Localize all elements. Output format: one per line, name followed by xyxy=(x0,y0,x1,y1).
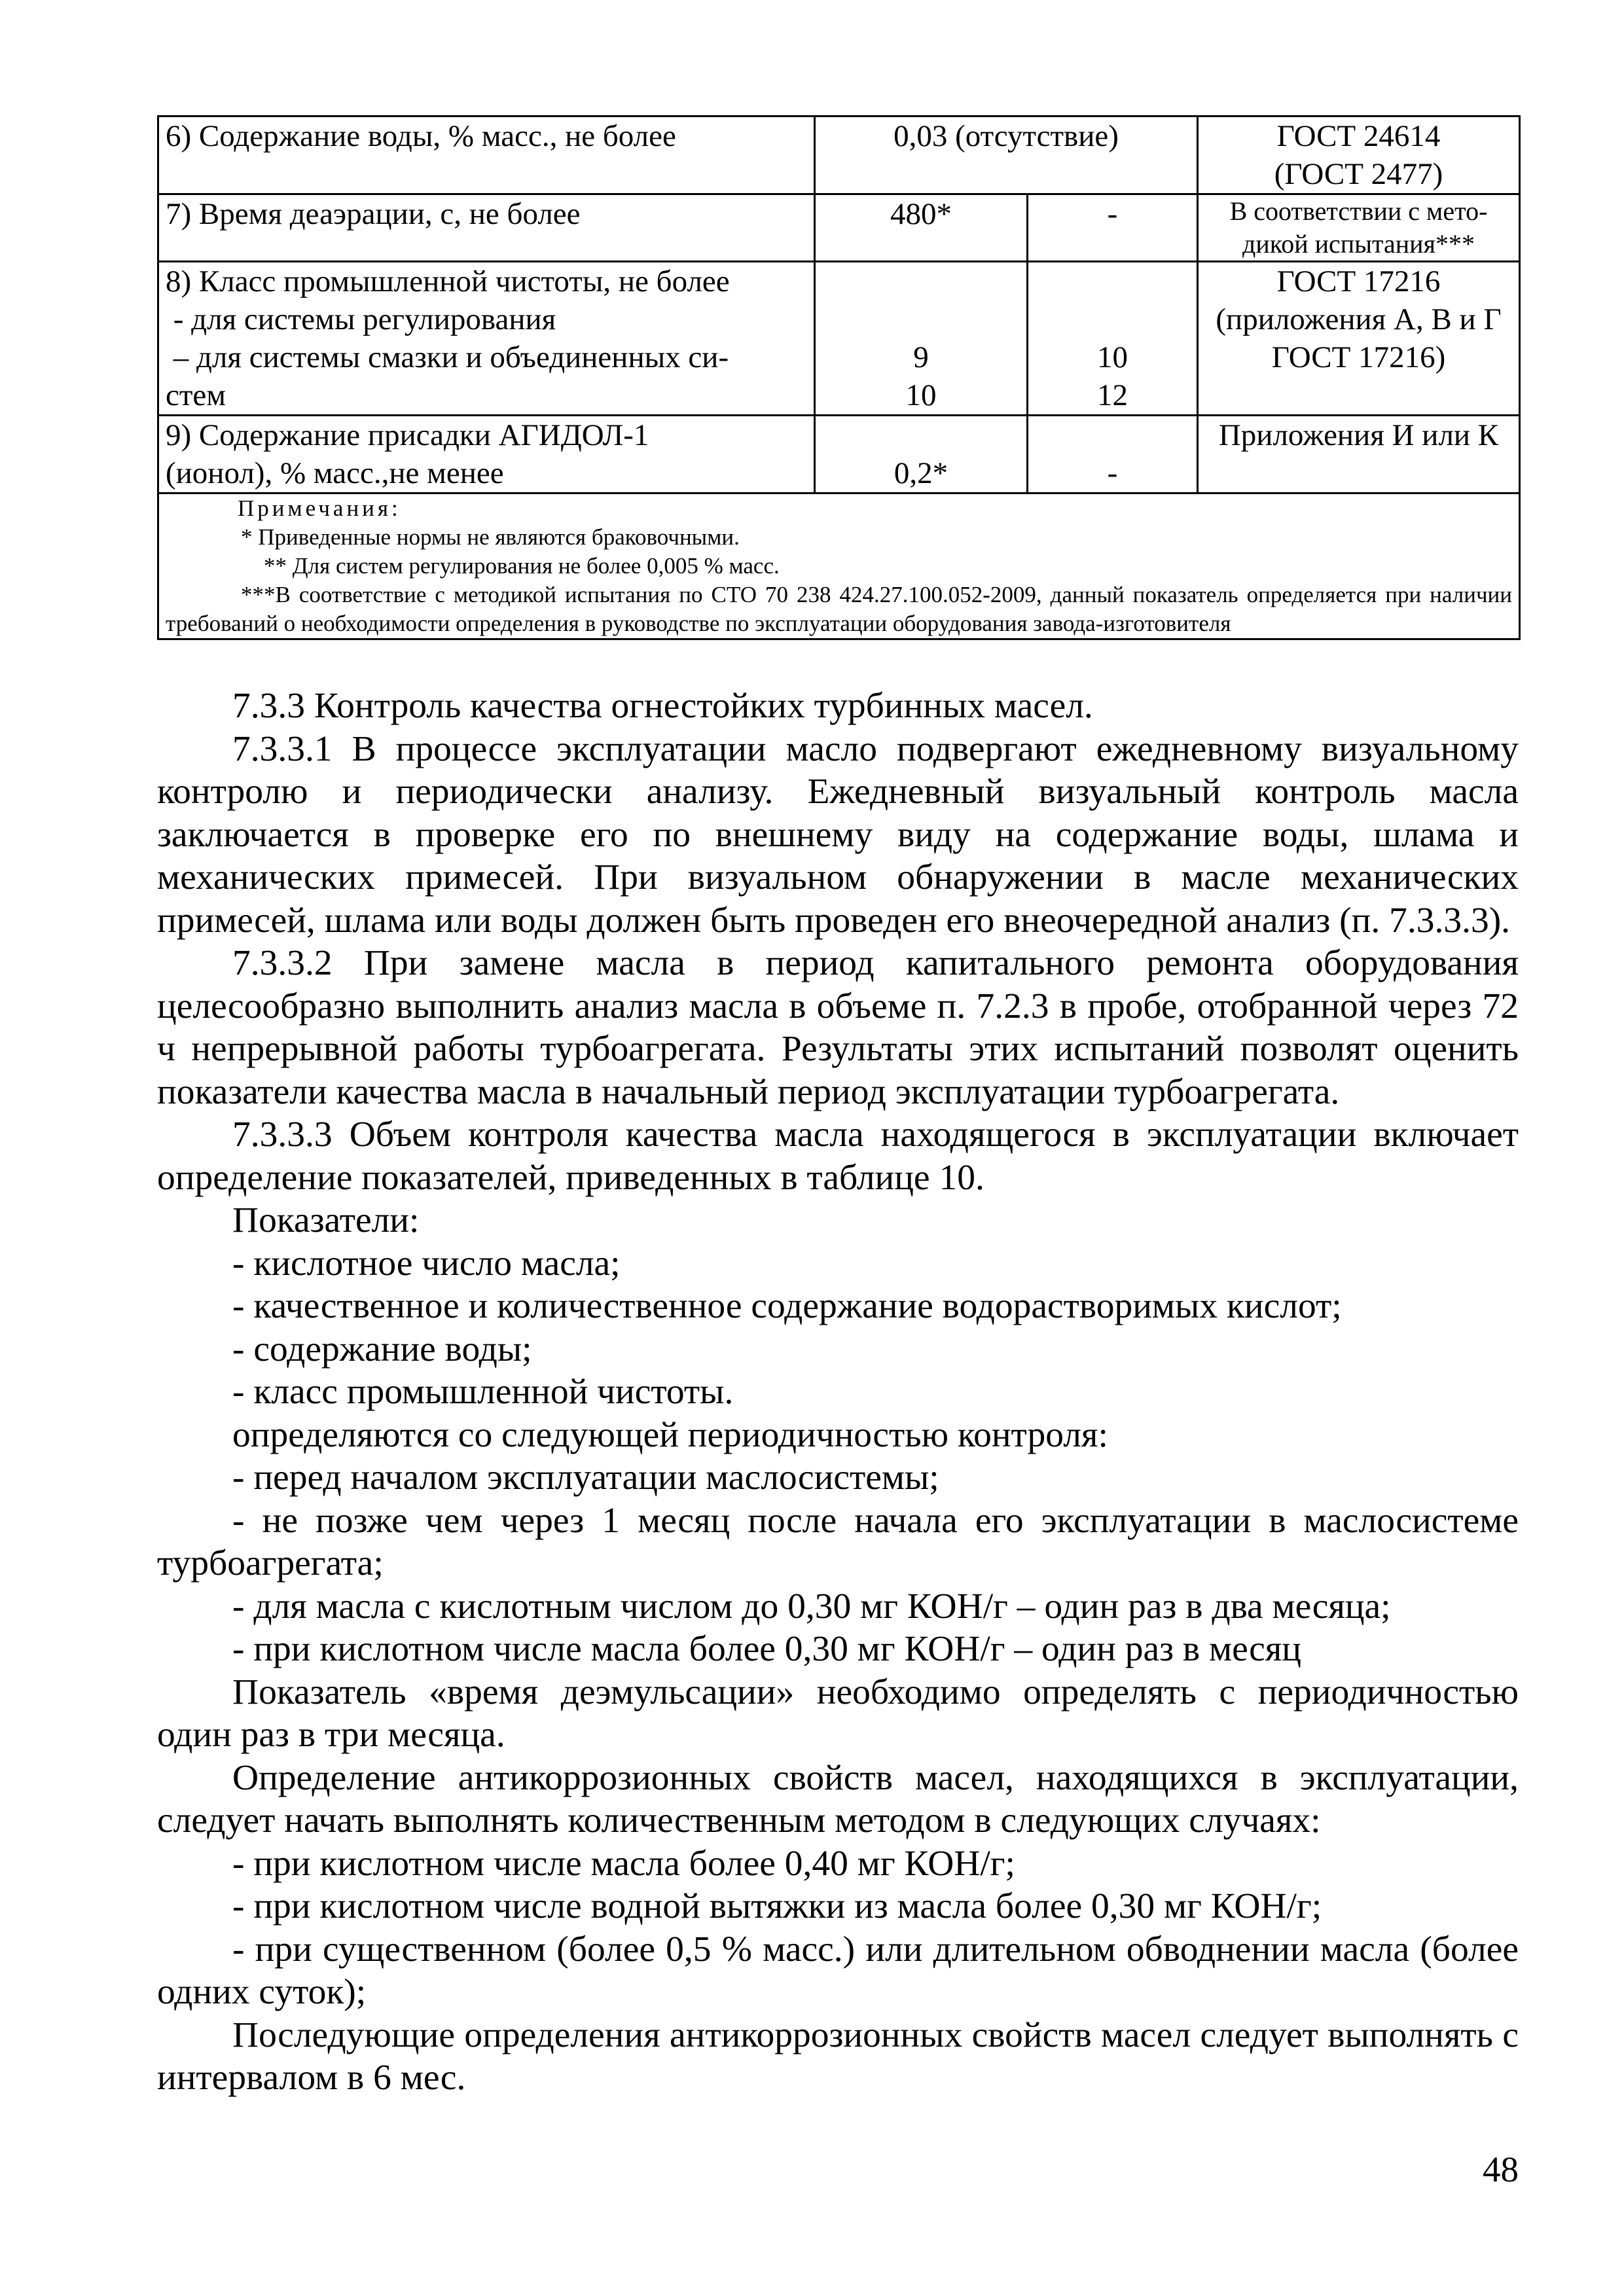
norm-value: 0,03 (отсутствие) xyxy=(893,119,1119,153)
table-row xyxy=(158,194,1520,262)
norm-cell xyxy=(815,117,1198,194)
section-heading: 7.3.3 Контроль качества огнестойких турбинных масел. xyxy=(232,686,1093,726)
list-item: - при кислотном числе масла более 0,40 мг КОН/г; xyxy=(232,1843,1015,1884)
table-notes-row xyxy=(158,493,1520,639)
paragraph: 7.3.3.3 Объем контроля качества масла находящегося в эксплуатации включает определение показателей, приведенных в таблице 10. xyxy=(157,1115,1519,1198)
paragraph: Определение антикоррозионных свойств масел, находящихся в эксплуатации, следует начать выполнять количественным методом в следующих случаях: xyxy=(157,1757,1519,1840)
indicator-text: – для системы смазки и объединенных си- xyxy=(166,340,729,374)
method-text: ГОСТ 17216) xyxy=(1271,340,1446,374)
method-cell xyxy=(1198,262,1520,416)
norm-cell xyxy=(1028,262,1198,416)
indicator-cell xyxy=(158,416,815,493)
paragraph: Показатели: xyxy=(232,1200,420,1240)
table-row xyxy=(158,262,1520,416)
indicator-cell xyxy=(158,117,815,194)
indicator-text: (ионол), % масс.,не менее xyxy=(166,456,504,490)
list-item: - содержание воды; xyxy=(232,1329,532,1369)
method-text: (ГОСТ 2477) xyxy=(1274,157,1443,191)
indicator-text: - для системы регулирования xyxy=(166,302,556,336)
method-text: Приложения И или К xyxy=(1218,418,1499,452)
indicator-cell xyxy=(158,262,815,416)
list-item: - при кислотном числе масла более 0,30 мг КОН/г – один раз в месяц xyxy=(232,1629,1301,1669)
method-text: В соответствии с мето- xyxy=(1229,196,1488,226)
norm-cell xyxy=(1028,194,1198,262)
method-text: (приложения А, В и Г xyxy=(1216,302,1502,336)
paragraph: определяются со следующей периодичностью контроля: xyxy=(232,1414,1108,1455)
indicator-text: 8) Класс промышленной чистоты, не более xyxy=(166,264,730,298)
indicator-cell xyxy=(158,194,815,262)
list-item: - не позже чем через 1 месяц после начала его эксплуатации в маслосистеме турбоагрегата; xyxy=(157,1500,1519,1583)
list-item: - для масла с кислотным числом до 0,30 мг КОН/г – один раз в два месяца; xyxy=(232,1586,1391,1626)
list-item: - кислотное число масла; xyxy=(232,1243,621,1283)
norm-cell xyxy=(1028,416,1198,493)
page-number: 48 xyxy=(1483,2149,1519,2189)
list-item: - при кислотном числе водной вытяжки из масла более 0,30 мг КОН/г; xyxy=(232,1886,1322,1926)
indicator-text: 7) Время деаэрации, с, не более xyxy=(166,197,581,231)
norm-value: 12 xyxy=(1097,378,1128,412)
body-text xyxy=(157,685,1519,2100)
method-text: дикой испытания*** xyxy=(1242,229,1475,259)
norm-value: 0,2* xyxy=(893,456,948,490)
list-item: - при существенном (более 0,5 % масс.) или длительном обводнении масла (более одних суток); xyxy=(157,1929,1519,2012)
method-cell xyxy=(1198,194,1520,262)
norm-cell xyxy=(815,262,1028,416)
table-row xyxy=(158,117,1520,194)
norm-value: 10 xyxy=(905,378,937,412)
table-row xyxy=(158,416,1520,493)
note-text: ***В соответствие с методикой испытания по СТО 70 238 424.27.100.052-2009, данный показатель определяется при наличии требований о необходимости определения в руководстве по эксплуатации оборудования завода-изготовителя xyxy=(166,582,1513,636)
norm-value: - xyxy=(1107,456,1118,490)
paragraph: Последующие определения антикоррозионных свойств масел следует выполнять с интервалом в 6 мес. xyxy=(157,2015,1519,2098)
notes-cell xyxy=(158,493,1520,639)
list-item: - класс промышленной чистоты. xyxy=(232,1372,734,1412)
indicator-text: стем xyxy=(166,378,226,412)
method-cell xyxy=(1198,416,1520,493)
note-text: * Приведенные нормы не являются браковочными. xyxy=(241,524,740,550)
paragraph: 7.3.3.1 В процессе эксплуатации масло подвергают ежедневному визуальному контролю и периодически анализу. Ежедневный визуальный контроль масла заключается в проверке его по внешнему виду на содержание воды, шлама и механических примесей. При визуальном обнаружении в масле механических примесей, шлама или воды должен быть проведен его внеочередной анализ (п. 7.3.3.3). xyxy=(157,728,1519,941)
norm-cell xyxy=(815,194,1028,262)
norm-value: 9 xyxy=(913,340,929,374)
paragraph: Показатель «время деэмульсации» необходимо определять с периодичностью один раз в три месяца. xyxy=(157,1672,1519,1755)
notes-heading: Примечания: xyxy=(238,495,401,521)
list-item: - перед началом эксплуатации маслосистемы; xyxy=(232,1458,939,1498)
note-text: ** Для систем регулирования не более 0,005 % масс. xyxy=(264,553,780,579)
norm-value: 10 xyxy=(1097,340,1128,374)
norm-cell xyxy=(815,416,1028,493)
method-cell xyxy=(1198,117,1520,194)
method-text: ГОСТ 17216 xyxy=(1276,264,1441,298)
quality-table xyxy=(157,115,1521,640)
norm-value: 480* xyxy=(890,197,952,231)
norm-value: - xyxy=(1107,197,1118,231)
method-text: ГОСТ 24614 xyxy=(1276,119,1441,153)
indicator-text: 9) Содержание присадки АГИДОЛ-1 xyxy=(166,418,649,452)
paragraph: 7.3.3.2 При замене масла в период капитального ремонта оборудования целесообразно выполнить анализ масла в объеме п. 7.2.3 в пробе, отобранной через 72 ч непрерывной работы турбоагрегата. Результаты этих испытаний позволят оценить показатели качества масла в начальный период эксплуатации турбоагрегата. xyxy=(157,943,1519,1112)
indicator-text: 6) Содержание воды, % масс., не более xyxy=(166,119,676,153)
list-item: - качественное и количественное содержание водорастворимых кислот; xyxy=(232,1286,1342,1326)
